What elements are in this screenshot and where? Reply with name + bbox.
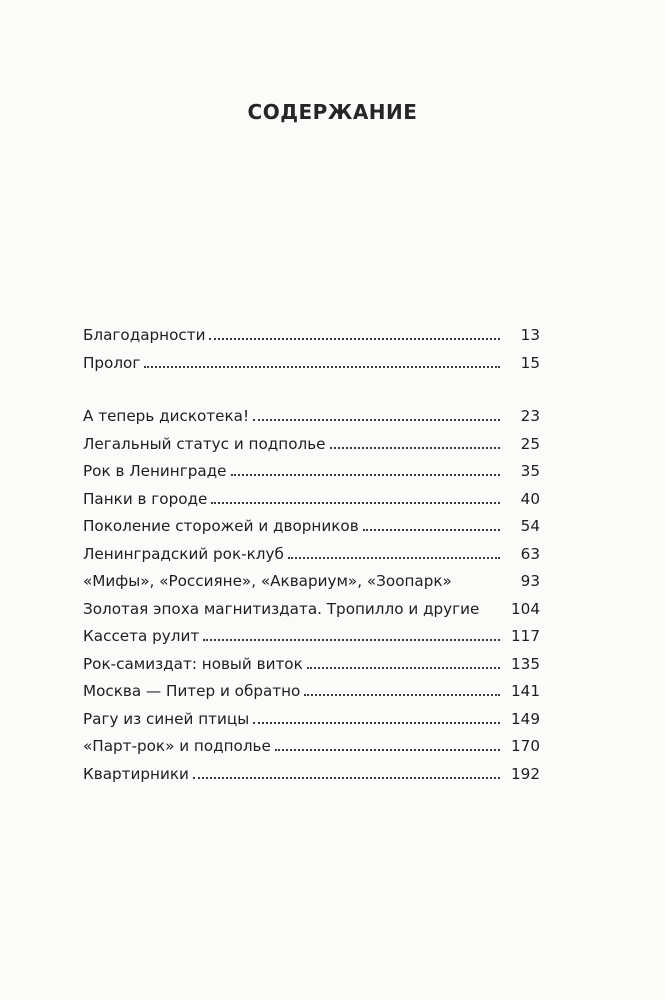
toc-entry bbox=[83, 733, 540, 761]
toc-entry bbox=[83, 403, 540, 431]
toc-entry-title: Квартирники bbox=[83, 764, 189, 783]
toc-entry bbox=[83, 431, 540, 459]
toc-entry-title: Кассета рулит bbox=[83, 627, 200, 645]
toc-entry-page: 93 bbox=[520, 572, 540, 590]
toc-entry-page: 54 bbox=[520, 517, 540, 535]
toc-entry-title: Поколение сторожей и дворников bbox=[83, 517, 359, 535]
toc-entry-page: 23 bbox=[520, 407, 540, 425]
dot-leader bbox=[456, 583, 500, 586]
toc-entry-title: Панки в городе bbox=[83, 489, 208, 508]
page-title: СОДЕРЖАНИЕ bbox=[247, 100, 418, 124]
toc-entry bbox=[83, 350, 540, 378]
toc-entry bbox=[83, 513, 540, 541]
toc-entry-page: 149 bbox=[511, 709, 540, 728]
toc-entry-title: Ленинградский рок-клуб bbox=[83, 544, 284, 563]
toc-entry bbox=[83, 623, 540, 651]
dot-leader bbox=[483, 611, 500, 614]
dot-leader bbox=[231, 473, 501, 476]
dot-leader bbox=[253, 721, 500, 724]
dot-leader bbox=[363, 528, 500, 531]
toc-entry bbox=[83, 651, 540, 679]
dot-leader bbox=[211, 501, 500, 504]
dot-leader bbox=[288, 556, 500, 559]
toc-entry-page: 135 bbox=[511, 654, 540, 673]
toc-entry-page: 63 bbox=[520, 544, 540, 563]
toc-entry-title: Рок в Ленинграде bbox=[83, 462, 227, 480]
dot-leader bbox=[253, 418, 500, 421]
toc-front-matter bbox=[83, 322, 540, 377]
toc-entry bbox=[83, 568, 540, 596]
toc-entry-title: Благодарности bbox=[83, 326, 206, 344]
toc-entry bbox=[83, 322, 540, 350]
toc-entry-page: 170 bbox=[511, 737, 540, 755]
toc-entry bbox=[83, 486, 540, 514]
toc-entry-title: Рагу из синей птицы bbox=[83, 709, 250, 728]
toc-entry-page: 104 bbox=[511, 599, 540, 618]
toc-entry-title: «Парт-рок» и подполье bbox=[83, 737, 271, 755]
toc-entry-page: 192 bbox=[511, 764, 540, 783]
toc-entry bbox=[83, 761, 540, 789]
dot-leader bbox=[275, 748, 500, 751]
toc-entry-title: А теперь дискотека! bbox=[83, 407, 250, 425]
toc-entry-page: 13 bbox=[520, 326, 540, 344]
dot-leader bbox=[209, 337, 500, 340]
toc-entry-page: 15 bbox=[520, 353, 540, 372]
toc-chapters bbox=[83, 403, 540, 788]
dot-leader bbox=[203, 638, 500, 641]
dot-leader bbox=[304, 693, 500, 696]
toc-entry-title: «Мифы», «Россияне», «Аквариум», «Зоопарк» bbox=[83, 572, 452, 590]
dot-leader bbox=[330, 446, 501, 449]
toc-entry-title: Золотая эпоха магнитиздата. Тропилло и другие bbox=[83, 599, 480, 618]
dot-leader bbox=[307, 666, 500, 669]
toc-entry bbox=[83, 596, 540, 624]
toc-entry-page: 141 bbox=[511, 682, 540, 700]
toc-entry-title: Легальный статус и подполье bbox=[83, 434, 326, 453]
toc-entry-title: Пролог bbox=[83, 353, 141, 372]
toc-entry bbox=[83, 706, 540, 734]
toc-entry-page: 40 bbox=[520, 489, 540, 508]
toc-entry-title: Москва — Питер и обратно bbox=[83, 682, 301, 700]
toc-entry-page: 117 bbox=[511, 627, 540, 645]
dot-leader bbox=[144, 365, 500, 368]
dot-leader bbox=[193, 776, 500, 779]
toc-entry-page: 25 bbox=[520, 434, 540, 453]
toc-entry bbox=[83, 678, 540, 706]
toc-entry bbox=[83, 541, 540, 569]
toc-entry bbox=[83, 458, 540, 486]
toc-entry-page: 35 bbox=[520, 462, 540, 480]
toc-entry-title: Рок-самиздат: новый виток bbox=[83, 654, 303, 673]
